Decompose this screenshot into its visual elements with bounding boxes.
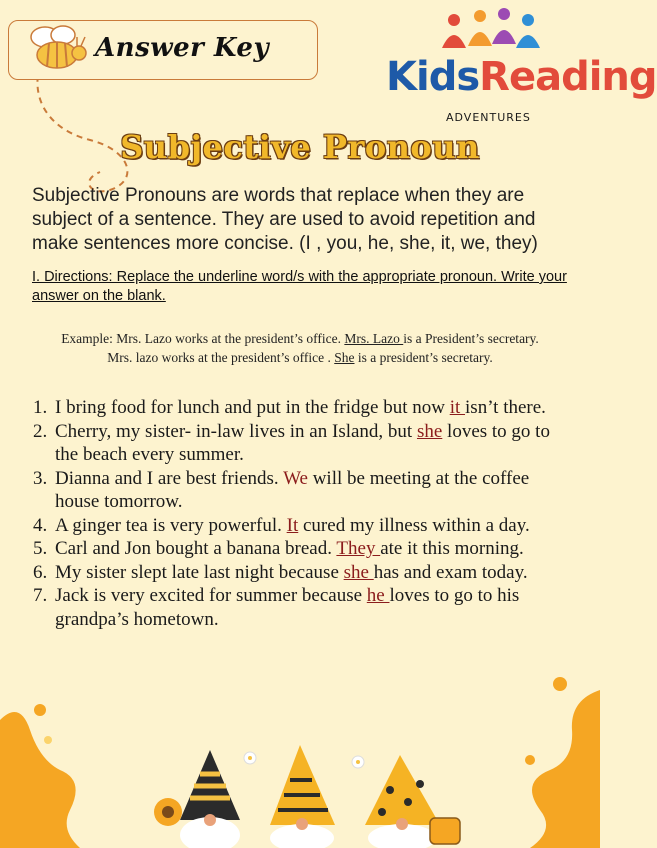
item-answer: It [286,514,299,536]
answer-key-banner [8,20,318,80]
item-number: 6. [33,561,48,583]
example-line-1-underlined: Mrs. Lazo [344,331,404,346]
example-block [20,329,580,367]
example-line-2 [20,348,580,367]
list-item [33,467,563,514]
item-answer: she [416,420,443,442]
item-answer: it [449,397,466,418]
example-line-1-before: Example: Mrs. Lazo works at the president’s office. [61,331,345,346]
bee-icon [23,23,93,77]
item-text-after: cured my illness within a day. [298,514,530,536]
item-text-after: ate it this morning. [380,538,524,559]
item-text-after: loves to go to the beach every summer. [55,420,550,465]
item-text-before: Dianna and I are best friends. [55,467,284,489]
item-text-before: I bring food for lunch and put in the fridge but now [55,397,450,418]
item-text-before: A ginger tea is very powerful. [55,514,287,536]
item-text-before: Carl and Jon bought a banana bread. [55,538,337,559]
item-number: 2. [33,420,48,442]
answer-key-label: Answer Key [95,33,270,63]
gnomes-illustration [120,740,480,848]
item-text-after: will be meeting at the coffee house tomorrow. [55,467,530,512]
item-text-before: My sister slept late last night because [55,561,344,583]
example-line-2-after: is a president’s secretary. [354,350,493,365]
example-line-2-before: Mrs. lazo works at the president’s office . [107,350,335,365]
people-icon [436,8,546,56]
item-number: 7. [33,585,48,606]
honey-splash-right [490,670,600,848]
item-text-before: Cherry, my sister- in-law lives in an Island, but [55,420,417,442]
list-item [33,420,563,467]
item-number: 5. [33,538,48,559]
honey-splash-left [0,690,90,848]
list-item [33,396,563,420]
item-answer: he [366,585,390,606]
item-number: 1. [33,397,48,418]
item-text-before: Jack is very excited for summer because [55,585,367,606]
logo-kids-text: Kids [386,54,480,100]
logo-subtitle: ADVENTURES [446,111,531,124]
list-item [33,584,563,631]
item-text-after: loves to go to his grandpa’s hometown. [55,585,520,630]
exercise-list [33,396,563,631]
kids-reading-logo [384,8,657,128]
example-line-2-underlined: She [334,350,355,365]
item-text-after: has and exam today. [373,561,528,583]
directions-text: I. Directions: Replace the underline word/s with the appropriate pronoun. Write your answer on the blank. [32,269,567,304]
page-title: Subjective Pronoun [120,128,480,166]
example-line-1-after: is a President’s secretary. [403,331,539,346]
list-item [33,514,563,538]
logo-wordmark [386,54,657,100]
item-number: 3. [33,467,48,489]
logo-reading-text: Reading [479,54,657,100]
example-line-1 [20,329,580,348]
list-item [33,537,563,561]
intro-paragraph: Subjective Pronouns are words that replace when they are subject of a sentence. They are used to avoid repetition and make sentences more concise. (I , you, he, she, it, we, they) [32,185,538,254]
item-answer: she [343,561,374,583]
item-text-after: isn’t there. [465,397,546,418]
item-answer: We [283,467,308,489]
item-number: 4. [33,514,48,536]
list-item [33,561,563,585]
item-answer: They [336,538,381,559]
